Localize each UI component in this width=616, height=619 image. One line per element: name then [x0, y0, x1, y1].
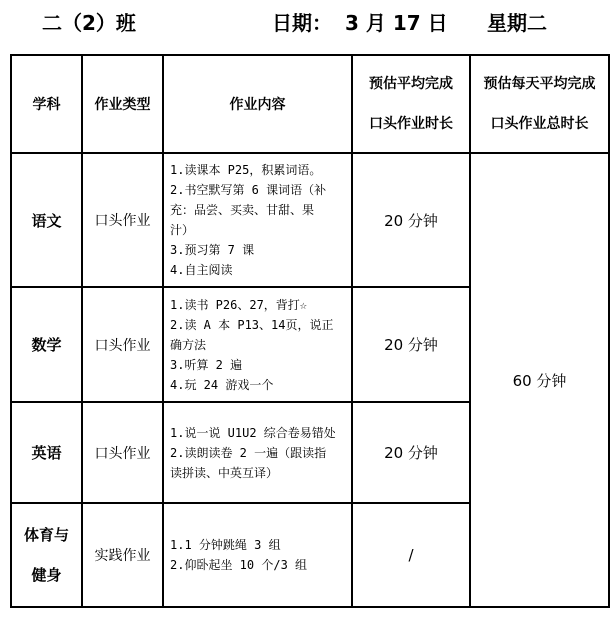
time-cell: 20 分钟 — [352, 153, 470, 287]
content-item: 1.读课本 P25，积累词语。 — [170, 163, 322, 177]
content-item: 4.自主阅读 — [170, 263, 233, 277]
time-cell: / — [352, 503, 470, 607]
date-label: 日期： — [272, 11, 332, 35]
homework-table — [10, 54, 610, 608]
subject-cell: 英语 — [11, 402, 82, 503]
date-value: 3 月 17 日 — [345, 11, 448, 35]
col-header-avg-time-line1: 预估平均完成 — [369, 76, 453, 92]
subject-cell: 语文 — [11, 153, 82, 287]
type-cell: 口头作业 — [82, 287, 163, 402]
content-item: 读拼读、中英互译） — [170, 465, 279, 480]
col-header-avg-time — [352, 55, 470, 153]
time-cell: 20 分钟 — [352, 287, 470, 402]
content-item: 1.1 分钟跳绳 3 组 — [170, 538, 281, 552]
content-cell — [163, 287, 352, 402]
table-row-chinese — [11, 153, 609, 287]
col-header-content: 作业内容 — [163, 55, 352, 153]
table-header-row — [11, 55, 609, 153]
col-header-total-time-line1: 预估每天平均完成 — [483, 76, 596, 92]
content-cell — [163, 503, 352, 607]
col-header-total-time-line2: 口头作业总时长 — [490, 116, 589, 132]
subject-line: 健身 — [31, 566, 62, 584]
content-item: 1.说一说 U1U2 综合卷易错处 — [170, 425, 336, 440]
content-item: 确方法 — [170, 337, 207, 352]
subject-cell: 数学 — [11, 287, 82, 402]
content-item: 1.读书 P26、27，背打☆ — [170, 297, 308, 312]
content-item: 2.书空默写第 6 课词语（补 — [170, 183, 327, 197]
content-item: 3.听算 2 遍 — [170, 357, 243, 372]
type-cell: 口头作业 — [82, 153, 163, 287]
type-cell: 口头作业 — [82, 402, 163, 503]
subject-cell — [11, 503, 82, 607]
col-header-total-time — [470, 55, 609, 153]
content-item: 2.读朗读卷 2 一遍（跟读指 — [170, 445, 327, 460]
col-header-subject: 学科 — [11, 55, 82, 153]
class-name: 二（2）班 — [42, 11, 136, 35]
col-header-type: 作业类型 — [82, 55, 163, 153]
col-header-avg-time-line2: 口头作业时长 — [369, 116, 453, 132]
subject-line: 体育与 — [23, 526, 69, 544]
content-item: 汁） — [170, 223, 195, 237]
type-cell: 实践作业 — [82, 503, 163, 607]
weekday: 星期二 — [487, 11, 547, 35]
content-cell — [163, 402, 352, 503]
content-item: 2.仰卧起坐 10 个/3 组 — [170, 558, 308, 572]
content-item: 2.读 A 本 P13、14页，说正 — [170, 317, 334, 332]
content-item: 充：品尝、买卖、甘甜、果 — [170, 203, 315, 217]
total-time-cell: 60 分钟 — [470, 153, 609, 607]
content-item: 4.玩 24 游戏一个 — [170, 377, 274, 392]
content-cell — [163, 153, 352, 287]
content-item: 3.预习第 7 课 — [170, 243, 255, 257]
time-cell: 20 分钟 — [352, 402, 470, 503]
